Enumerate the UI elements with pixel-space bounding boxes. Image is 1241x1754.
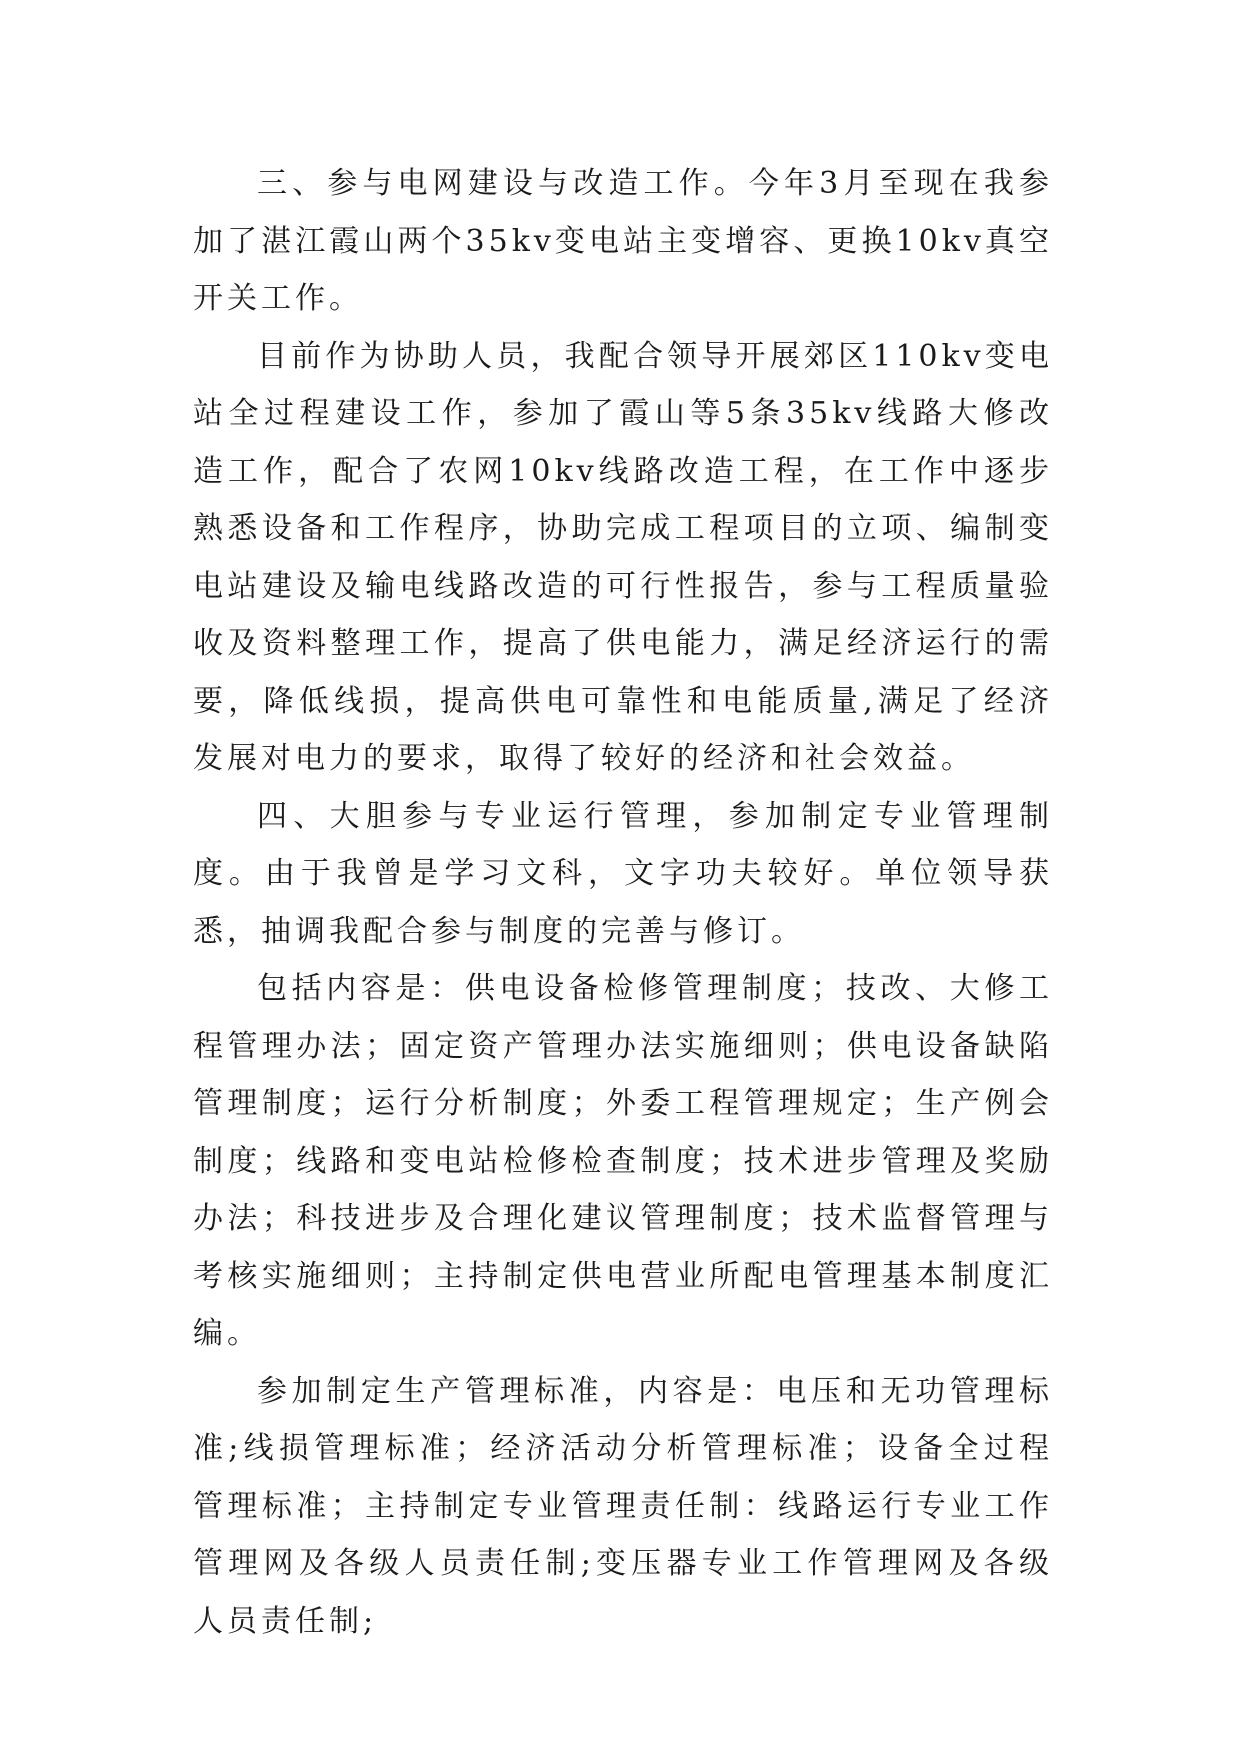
paragraph-management-participation: 四、大胆参与专业运行管理，参加制定专业管理制度。由于我曾是学习文科，文字功夫较好。单位领导获悉，抽调我配合参与制度的完善与修订。 <box>193 798 1053 949</box>
paragraph-grid-construction: 三、参与电网建设与改造工作。今年3月至现在我参加了湛江霞山两个35kv变电站主变增容、更换10kv真空开关工作。 <box>193 166 1053 316</box>
paragraph-regulations-list: 包括内容是：供电设备检修管理制度；技改、大修工程管理办法；固定资产管理办法实施细则；供电设备缺陷管理制度；运行分析制度；外委工程管理规定；生产例会制度；线路和变电站检修检查制度；技术进步管理及奖励办法；科技进步及合理化建议管理制度；技术监督管理与考核实施细则；主持制定供电营业所配电管理基本制度汇编。 <box>193 971 1053 1351</box>
paragraph-standards-list: 参加制定生产管理标准，内容是：电压和无功管理标准;线损管理标准；经济活动分析管理标准；设备全过程管理标准；主持制定专业管理责任制：线路运行专业工作管理网及各级人员责任制;变压器专业工作管理网及各级人员责任制; <box>193 1373 1053 1639</box>
paragraph-assistant-work: 目前作为协助人员，我配合领导开展郊区110kv变电站全过程建设工作，参加了霞山等5条35kv线路大修改造工作，配合了农网10kv线路改造工程，在工作中逐步熟悉设备和工作程序，协助完成工程项目的立项、编制变电站建设及输电线路改造的可行性报告，参与工程质量验收及资料整理工作，提高了供电能力，满足经济运行的需要，降低线损，提高供电可靠性和电能质量,满足了经济发展对电力的要求，取得了较好的经济和社会效益。 <box>193 338 1053 776</box>
body-text <box>193 155 1053 1650</box>
